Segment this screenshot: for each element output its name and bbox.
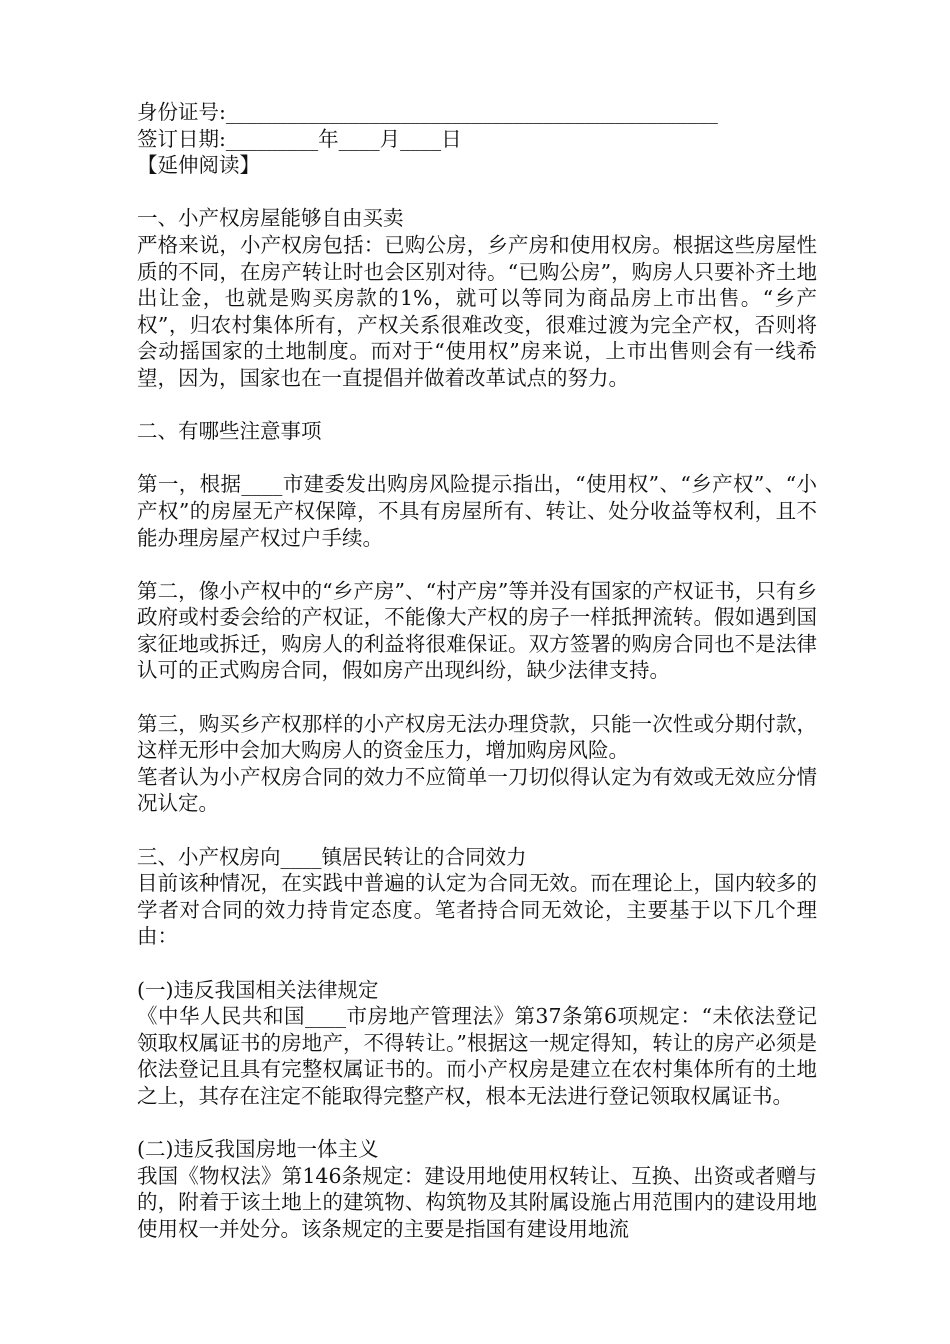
id-number-label: 身份证号: (137, 100, 226, 124)
section-2-heading: 二、有哪些注意事项 (137, 419, 322, 444)
month-label: 月 (379, 126, 401, 151)
extended-reading-heading: 【延伸阅读】 (137, 153, 260, 178)
signing-date-line (137, 126, 817, 153)
subsection-1-paragraph: 《中华人民共和国____市房地产管理法》第37条第6项规定：“未依法登记领取权属证书的房地产，不得转让。”根据这一规定得知，转让的房产必须是依法登记且具有完整权属证书的。而小产权房是建立在农村集体所有的土地之上，其存在注定不能取得完整产权，根本无法进行登记领取权属证书。 (137, 1004, 817, 1108)
section-1-heading: 一、小产权房屋能够自由买卖 (137, 206, 404, 231)
section-2-paragraph-4: 笔者认为小产权房合同的效力不应简单一刀切似得认定为有效或无效应分情况认定。 (137, 764, 817, 816)
month-blank: ____ (338, 126, 380, 151)
subsection-2-paragraph: 我国《物权法》第146条规定：建设用地使用权转让、互换、出资或者赠与的，附着于该土地上的建筑物、构筑物及其附属设施占用范围内的建设用地使用权一并处分。该条规定的主要是指国有建设用地流 (137, 1163, 817, 1241)
section-3-heading: 三、小产权房向____镇居民转让的合同效力 (137, 844, 527, 869)
section-2-paragraph-2: 第二，像小产权中的“乡产房”、“村产房”等并没有国家的产权证书，只有乡政府或村委会给的产权证，不能像大产权的房子一样抵押流转。假如遇到国家征地或拆迁，购房人的利益将很难保证。双方签署的购房合同也不是法律认可的正式购房合同，假如房产出现纠纷，缺少法律支持。 (137, 578, 817, 683)
subsection-2-heading: (二)违反我国房地一体主义 (137, 1137, 379, 1162)
section-1-paragraph: 严格来说，小产权房包括：已购公房，乡产房和使用权房。根据这些房屋性质的不同，在房产转让时也会区别对待。“已购公房”，购房人只要补齐土地出让金，也就是购买房款的1%，就可以等同为商品房上市出售。“乡产权”，归农村集体所有，产权关系很难改变，很难过渡为完全产权，否则将会动摇国家的土地制度。而对于“使用权”房来说，上市出售则会有一线希望，因为，国家也在一直提倡并做着改革试点的努力。 (137, 232, 817, 390)
section-3-paragraph: 目前该种情况，在实践中普遍的认定为合同无效。而在理论上，国内较多的学者对合同的效力持肯定态度。笔者持合同无效论，主要基于以下几个理由： (137, 871, 817, 949)
section-2-paragraph-3: 第三，购买乡产权那样的小产权房无法办理贷款，只能一次性或分期付款，这样无形中会加大购房人的资金压力，增加购房风险。 (137, 711, 817, 763)
subsection-1-heading: (一)违反我国相关法律规定 (137, 977, 379, 1002)
year-blank: _________ (225, 126, 319, 151)
id-number-line (137, 99, 817, 126)
year-label: 年 (318, 126, 339, 151)
day-label: 日 (441, 126, 462, 151)
signing-date-label: 签订日期: (137, 126, 226, 151)
document-body (137, 99, 817, 1243)
section-2-paragraph-1: 第一，根据____市建委发出购房风险提示指出，“使用权”、“乡产权”、“小产权”的房屋无产权保障，不具有房屋所有、转让、处分收益等权利，且不能办理房屋产权过户手续。 (137, 472, 817, 550)
id-number-blank: ________________________________________________ (225, 100, 718, 124)
day-blank: ____ (400, 126, 442, 151)
